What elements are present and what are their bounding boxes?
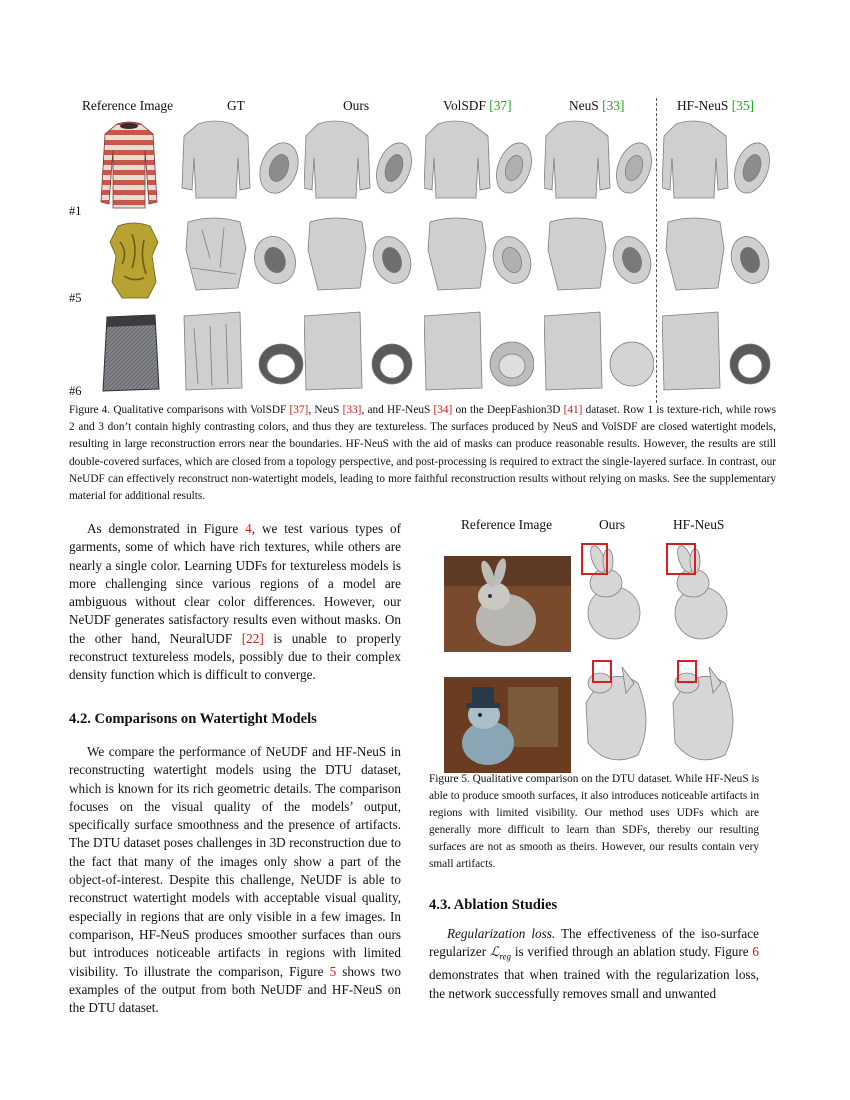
fig4-header-gt: GT [227, 98, 245, 113]
citation[interactable]: [33] [342, 404, 362, 416]
mesh-render [424, 118, 534, 408]
figure-ref[interactable]: 4 [245, 521, 252, 536]
figure4-caption: Figure 4. Qualitative comparisons with VolSDF [37], NeuS [33], and HF-NeuS [34] on the DeepFashion3D [41] dataset. Row 1 is texture-rich, while rows 2 and 3 don’t contain highly contrasting colors, and thus they are textureless. The surfaces produced by NeuS and VolSDF are closed watertight models, resulting in large reconstruction errors near the boundaries. HF-NeuS with the aid of masks can produce reasonable results. However, the results are still double-covered surfaces, which are closed from a topology perspective, and post-processing is required to extract the single-layered surface. In contrast, our NeUDF can effectively reconstruct non-watertight models, leading to more faithful reconstruction results without relying on masks. See the supplementary material for additional results. [69, 404, 776, 503]
fig4-header-volsdf: VolSDF [37] [443, 98, 512, 113]
mesh-render [304, 118, 414, 408]
dashed-separator [656, 98, 657, 403]
fig4-header-reference: Reference Image [82, 98, 174, 113]
paragraph: We compare the performance of NeUDF and HF-NeuS in reconstructing watertight models using the DTU dataset, which is known for its rich geometric details. The comparison focuses on the visual quality of the models’ output, specifically surface smoothness and the presence of artifacts. The DTU dataset poses challenges in 3D reconstruction due to the fact that many of the images only show a part of the object-of-interest. Despite this challenge, NeUDF is able to reconstruct watertight models with acceptable visual quality, especially in regions that are only visible in a few images. In comparison, HF-NeuS produces smoother surfaces than ours but introduces noticeable artifacts in regions with limited visibility. To illustrate the comparison, Figure 5 shows two examples of the output from both NeUDF and HF-NeuS on the DTU dataset. [69, 744, 401, 1016]
highlight-box [581, 543, 608, 575]
paragraph: As demonstrated in Figure 4, we test various types of garments, some of which have rich textures, while others are nearly a single color. Learning UDFs for textureless models is more challenging since various regions of a model are ambiguous without clear color differences. However, our NeUDF generates satisfactory results even without masks. On the other hand, NeuralUDF [22] is unable to properly reconstruct textureless models, possibly due to their complex density function which is difficult to converge. [69, 521, 402, 683]
section-heading: 4.2. Comparisons on Watertight Models [69, 711, 317, 727]
reference-image-denim-skirt [101, 313, 161, 393]
section-heading: 4.3. Ablation Studies [429, 897, 558, 913]
highlight-box [666, 543, 696, 575]
reference-image-rabbit [444, 556, 571, 652]
citation[interactable]: [37] [489, 98, 512, 113]
fig4-header-neus: NeuS [33] [569, 98, 625, 113]
mesh-render [578, 543, 658, 773]
row-label: #1 [69, 204, 82, 218]
fig4-header-hfneus: HF-NeuS [35] [677, 98, 754, 113]
mesh-render [665, 543, 745, 773]
reference-image-yellow-garment [108, 222, 160, 300]
reference-image-snowman [444, 677, 571, 773]
citation[interactable]: [34] [433, 404, 453, 416]
reference-image-sweater [99, 120, 159, 212]
figure5-caption: Figure 5. Qualitative comparison on the DTU dataset. While HF-NeuS is able to produce smooth surfaces, it also introduces noticeable artifacts in regions with limited visibility. Our method uses UDFs which are generally more difficult to learn than SDFs, thereby our resulting surfaces are not as smooth as theirs. However, our results contain very small artifacts. [429, 773, 759, 870]
citation[interactable]: [35] [731, 98, 754, 113]
row-label: #5 [69, 291, 82, 305]
figure-ref[interactable]: 6 [752, 944, 759, 960]
citation[interactable]: [22] [241, 630, 264, 646]
citation[interactable]: [33] [602, 98, 625, 113]
fig5-header-hfneus: HF-NeuS [673, 517, 725, 532]
fig5-header-ours: Ours [599, 517, 626, 532]
citation[interactable]: [41] [563, 404, 583, 416]
figure-ref[interactable]: 5 [329, 963, 337, 979]
fig4-header-ours: Ours [343, 98, 370, 113]
mesh-render [662, 118, 772, 408]
citation[interactable]: [37] [289, 404, 309, 416]
fig5-header-reference: Reference Image [461, 517, 553, 532]
mesh-render [544, 118, 654, 408]
row-label: #6 [69, 384, 82, 398]
highlight-box [677, 660, 697, 683]
highlight-box [592, 660, 612, 683]
paragraph: Regularization loss. The effectiveness of the iso-surface regularizer ℒ$_{reg}$ is verified through an ablation study. Figure 6 demonstrates that when trained with the regularization loss, the network successfully removes small and unwanted [429, 926, 759, 1001]
